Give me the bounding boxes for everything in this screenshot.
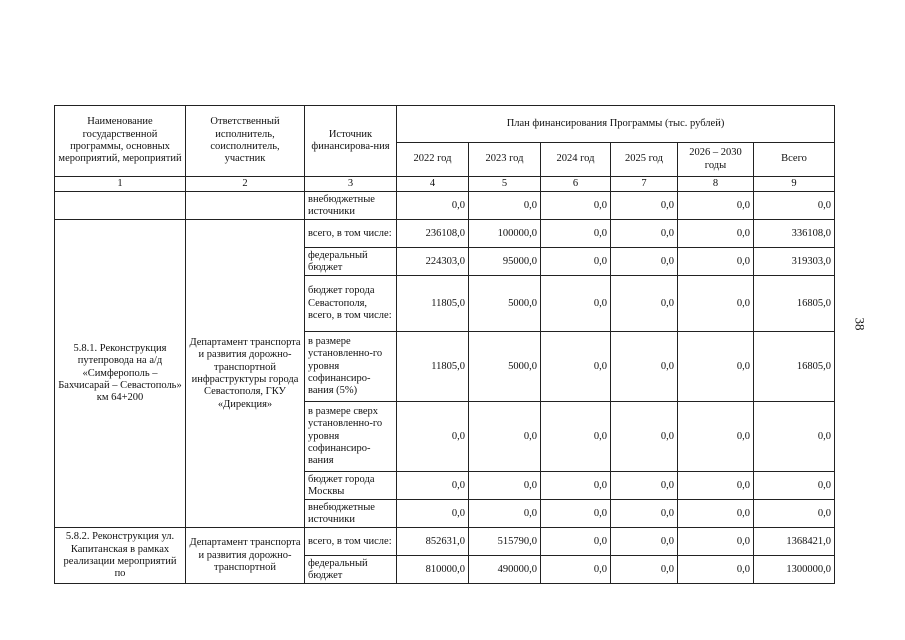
value-cell: 0,0: [611, 472, 678, 500]
value-cell: 1300000,0: [754, 556, 835, 584]
header-total: Всего: [754, 143, 835, 177]
column-number-row: [55, 177, 835, 192]
value-cell: 490000,0: [469, 556, 541, 584]
header-year: 2024 год: [541, 143, 611, 177]
value-cell: 16805,0: [754, 332, 835, 402]
value-cell: 0,0: [541, 276, 611, 332]
value-cell: 852631,0: [397, 528, 469, 556]
col-number: 3: [305, 177, 397, 192]
value-cell: 0,0: [541, 556, 611, 584]
value-cell: 0,0: [754, 192, 835, 220]
value-cell: 0,0: [678, 402, 754, 472]
value-cell: 0,0: [678, 248, 754, 276]
source-cell: бюджет города Севастополя, всего, в том числе:: [305, 276, 397, 332]
col-number: 8: [678, 177, 754, 192]
value-cell: 100000,0: [469, 220, 541, 248]
value-cell: 0,0: [678, 220, 754, 248]
executor-cell: Департамент транспорта и развития дорожно-транспортной: [186, 528, 305, 584]
source-cell: в размере сверх установленно-го уровня софинансиро-вания: [305, 402, 397, 472]
table-row: [55, 528, 835, 556]
value-cell: 0,0: [541, 402, 611, 472]
value-cell: 0,0: [469, 402, 541, 472]
value-cell: 0,0: [611, 248, 678, 276]
col-number: 1: [55, 177, 186, 192]
value-cell: 0,0: [678, 556, 754, 584]
value-cell: 0,0: [541, 332, 611, 402]
value-cell: 319303,0: [754, 248, 835, 276]
header-year: 2026 – 2030 годы: [678, 143, 754, 177]
col-number: 6: [541, 177, 611, 192]
col-number: 9: [754, 177, 835, 192]
value-cell: 810000,0: [397, 556, 469, 584]
table-row: [55, 192, 835, 220]
value-cell: 236108,0: [397, 220, 469, 248]
header-source: Источник финансирова-ния: [305, 106, 397, 177]
col-number: 4: [397, 177, 469, 192]
value-cell: 5000,0: [469, 332, 541, 402]
value-cell: 0,0: [678, 332, 754, 402]
executor-cell: Департамент транспорта и развития дорожно-транспортной инфраструктуры города Севастополя, ГКУ «Дирекция»: [186, 220, 305, 528]
value-cell: 0,0: [754, 402, 835, 472]
value-cell: 0,0: [541, 472, 611, 500]
source-cell: федеральный бюджет: [305, 248, 397, 276]
page-number: 38: [852, 317, 868, 331]
value-cell: 0,0: [397, 402, 469, 472]
value-cell: 0,0: [611, 500, 678, 528]
value-cell: 0,0: [678, 528, 754, 556]
col-number: 7: [611, 177, 678, 192]
value-cell: 0,0: [397, 472, 469, 500]
source-cell: всего, в том числе:: [305, 528, 397, 556]
value-cell: 0,0: [611, 332, 678, 402]
value-cell: 0,0: [678, 472, 754, 500]
value-cell: 95000,0: [469, 248, 541, 276]
value-cell: 1368421,0: [754, 528, 835, 556]
value-cell: 0,0: [469, 500, 541, 528]
value-cell: 0,0: [678, 192, 754, 220]
value-cell: 0,0: [469, 192, 541, 220]
source-cell: внебюджетные источники: [305, 192, 397, 220]
empty-cell: [186, 192, 305, 220]
value-cell: 0,0: [541, 248, 611, 276]
value-cell: 0,0: [754, 500, 835, 528]
value-cell: 0,0: [541, 500, 611, 528]
col-number: 5: [469, 177, 541, 192]
table-row: [55, 220, 835, 248]
value-cell: 0,0: [611, 528, 678, 556]
value-cell: 336108,0: [754, 220, 835, 248]
header-year: 2023 год: [469, 143, 541, 177]
value-cell: 0,0: [397, 192, 469, 220]
value-cell: 0,0: [611, 402, 678, 472]
value-cell: 515790,0: [469, 528, 541, 556]
source-cell: внебюджетные источники: [305, 500, 397, 528]
value-cell: 16805,0: [754, 276, 835, 332]
header-year: 2022 год: [397, 143, 469, 177]
source-cell: в размере установленно-го уровня софинансиро-вания (5%): [305, 332, 397, 402]
value-cell: 0,0: [754, 472, 835, 500]
program-name-cell: 5.8.2. Реконструкция ул. Капитанская в рамках реализации мероприятий по: [55, 528, 186, 584]
value-cell: 0,0: [611, 192, 678, 220]
value-cell: 11805,0: [397, 276, 469, 332]
source-cell: федеральный бюджет: [305, 556, 397, 584]
value-cell: 0,0: [611, 556, 678, 584]
header-program-name: Наименование государственной программы, основных мероприятий, мероприятий: [55, 106, 186, 177]
value-cell: 0,0: [541, 192, 611, 220]
source-cell: всего, в том числе:: [305, 220, 397, 248]
financing-table: [54, 105, 835, 584]
source-cell: бюджет города Москвы: [305, 472, 397, 500]
value-cell: 0,0: [678, 276, 754, 332]
value-cell: 11805,0: [397, 332, 469, 402]
value-cell: 0,0: [611, 220, 678, 248]
value-cell: 0,0: [678, 500, 754, 528]
header-year: 2025 год: [611, 143, 678, 177]
value-cell: 0,0: [541, 220, 611, 248]
col-number: 2: [186, 177, 305, 192]
value-cell: 0,0: [397, 500, 469, 528]
value-cell: 0,0: [469, 472, 541, 500]
value-cell: 224303,0: [397, 248, 469, 276]
header-executor: Ответственный исполнитель, соисполнитель, участник: [186, 106, 305, 177]
value-cell: 0,0: [611, 276, 678, 332]
empty-cell: [55, 192, 186, 220]
header-plan: План финансирования Программы (тыс. рублей): [397, 106, 835, 143]
value-cell: 5000,0: [469, 276, 541, 332]
program-name-cell: 5.8.1. Реконструкция путепровода на а/д «Симферополь – Бахчисарай – Севастополь» км 64+200: [55, 220, 186, 528]
value-cell: 0,0: [541, 528, 611, 556]
